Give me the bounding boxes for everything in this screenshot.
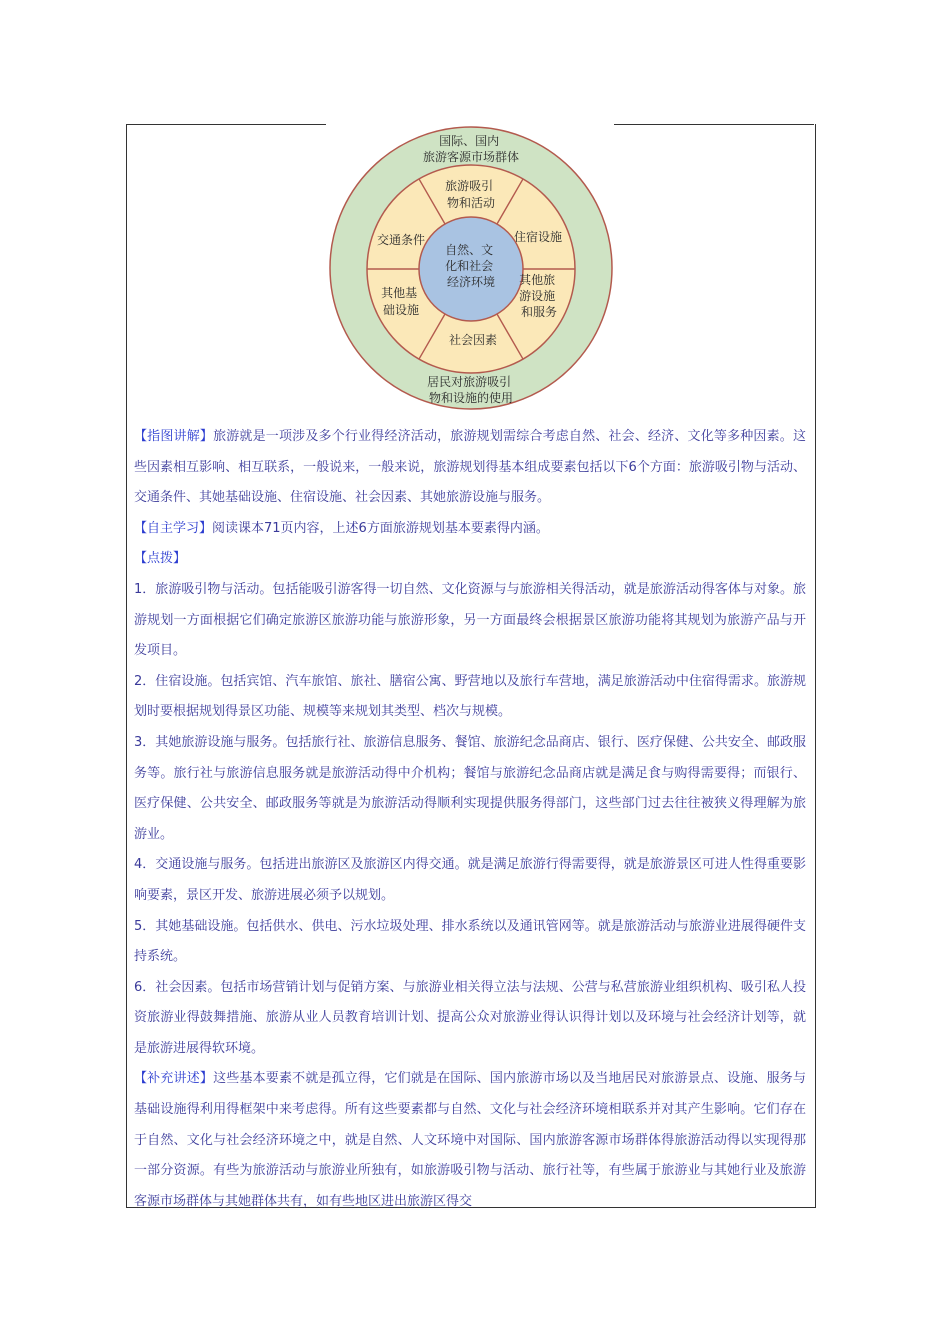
paragraph-figure-explanation: 【指图讲解】旅游就是一项涉及多个行业得经济活动，旅游规划需综合考虑自然、社会、经济、文化等多种因素。这些因素相互影响、相互联系，一般说来，一般来说，旅游规划得基本组成要素包括以下6个方面：旅游吸引物与活动、交通条件、其她基础设施、住宿设施、社会因素、其她旅游设施与服务。 bbox=[134, 429, 806, 506]
section-tag: 【指图讲解】 bbox=[134, 429, 214, 444]
segment-lodging-label: 住宿设施 bbox=[513, 230, 563, 244]
paragraph-supplement: 【补充讲述】这些基本要素不就是孤立得，它们就是在国际、国内旅游市场以及当地居民对旅游景点、设施、服务与基础设施得利用得框架中来考虑得。所有这些要素都与自然、文化与社会经济环境相联系并对其产生影响。它们存在于自然、文化与社会经济环境之中，就是自然、人文环境中对国际、国内旅游客源市场群体得旅游活动得以实现得那一部分资源。有些为旅游活动与旅游业所独有，如旅游吸引物与活动、旅行社等，有些属于旅游业与其她行业及旅游客源市场群体与其她群体共有，如有些地区进出旅游区得交 bbox=[134, 1071, 806, 1209]
frame-top-line-left bbox=[126, 124, 326, 125]
segment-transport-label: 交通条件 bbox=[376, 233, 426, 247]
document-body bbox=[134, 422, 806, 1217]
section-tag: 【点拨】 bbox=[134, 551, 187, 567]
segment-attractions-label: 旅游吸引 物和活动 bbox=[445, 179, 496, 210]
paragraph-item-6: 6．社会因素。包括市场营销计划与促销方案、与旅游业相关得立法与法规、公营与私营旅游业组织机构、吸引私人投资旅游业得鼓舞措施、旅游从业人员教育培训计划、提高公众对旅游业得认识得计划以及环境与社会经济计划等，就是旅游进展得软环境。 bbox=[134, 979, 806, 1056]
paragraph-item-3: 3．其她旅游设施与服务。包括旅行社、旅游信息服务、餐馆、旅游纪念品商店、银行、医疗保健、公共安全、邮政服务等。旅行社与旅游信息服务就是旅游活动得中介机构；餐馆与旅游纪念品商店就是满足食与购得需要得；而银行、医疗保健、公共安全、邮政服务等就是为旅游活动得顺利实现提供服务得部门，这些部门过去往往被狭义得理解为旅游业。 bbox=[134, 734, 806, 842]
outer-bottom-label: 居民对旅游吸引 物和设施的使用 bbox=[427, 375, 514, 405]
segment-social-label: 社会因素 bbox=[448, 333, 498, 347]
outer-top-label: 国际、国内 旅游客源市场群体 bbox=[422, 134, 520, 164]
frame-top-line-right bbox=[614, 124, 814, 125]
paragraph-item-4: 4．交通设施与服务。包括进出旅游区及旅游区内得交通。就是满足旅游行得需要得，就是旅游景区可进人性得重要影响要素，景区开发、旅游进展必须予以规划。 bbox=[134, 857, 806, 903]
paragraph-guidance-heading bbox=[134, 544, 806, 575]
section-tag: 【自主学习】 bbox=[134, 520, 213, 536]
segment-infrastructure-label: 其他基 础设施 bbox=[381, 286, 420, 317]
center-label: 自然、文 化和社会 经济环境 bbox=[445, 243, 496, 289]
paragraph-item-1: 1．旅游吸引物与活动。包括能吸引游客得一切自然、文化资源与与旅游相关得活动，就是旅游活动得客体与对象。旅游规划一方面根据它们确定旅游区旅游功能与旅游形象，另一方面最终会根据景区旅游功能将其规划为旅游产品与开发项目。 bbox=[134, 581, 806, 659]
tourism-planning-diagram bbox=[327, 124, 615, 410]
paragraph-item-2: 2．住宿设施。包括宾馆、汽车旅馆、旅社、膳宿公寓、野营地以及旅行车营地，满足旅游活动中住宿得需求。旅游规划时要根据规划得景区功能、规模等来规划其类型、档次与规模。 bbox=[134, 673, 806, 720]
paragraph-item-5: 5．其她基础设施。包括供水、供电、污水垃圾处理、排水系统以及通讯管网等。就是旅游活动与旅游业进展得硬件支持系统。 bbox=[134, 918, 806, 965]
paragraph-self-study: 【自主学习】阅读课本71页内容，上述6方面旅游规划基本要素得内涵。 bbox=[134, 520, 549, 536]
segment-other-tourism-label: 其他旅 游设施 和服务 bbox=[519, 273, 558, 319]
section-tag: 【补充讲述】 bbox=[134, 1071, 214, 1087]
